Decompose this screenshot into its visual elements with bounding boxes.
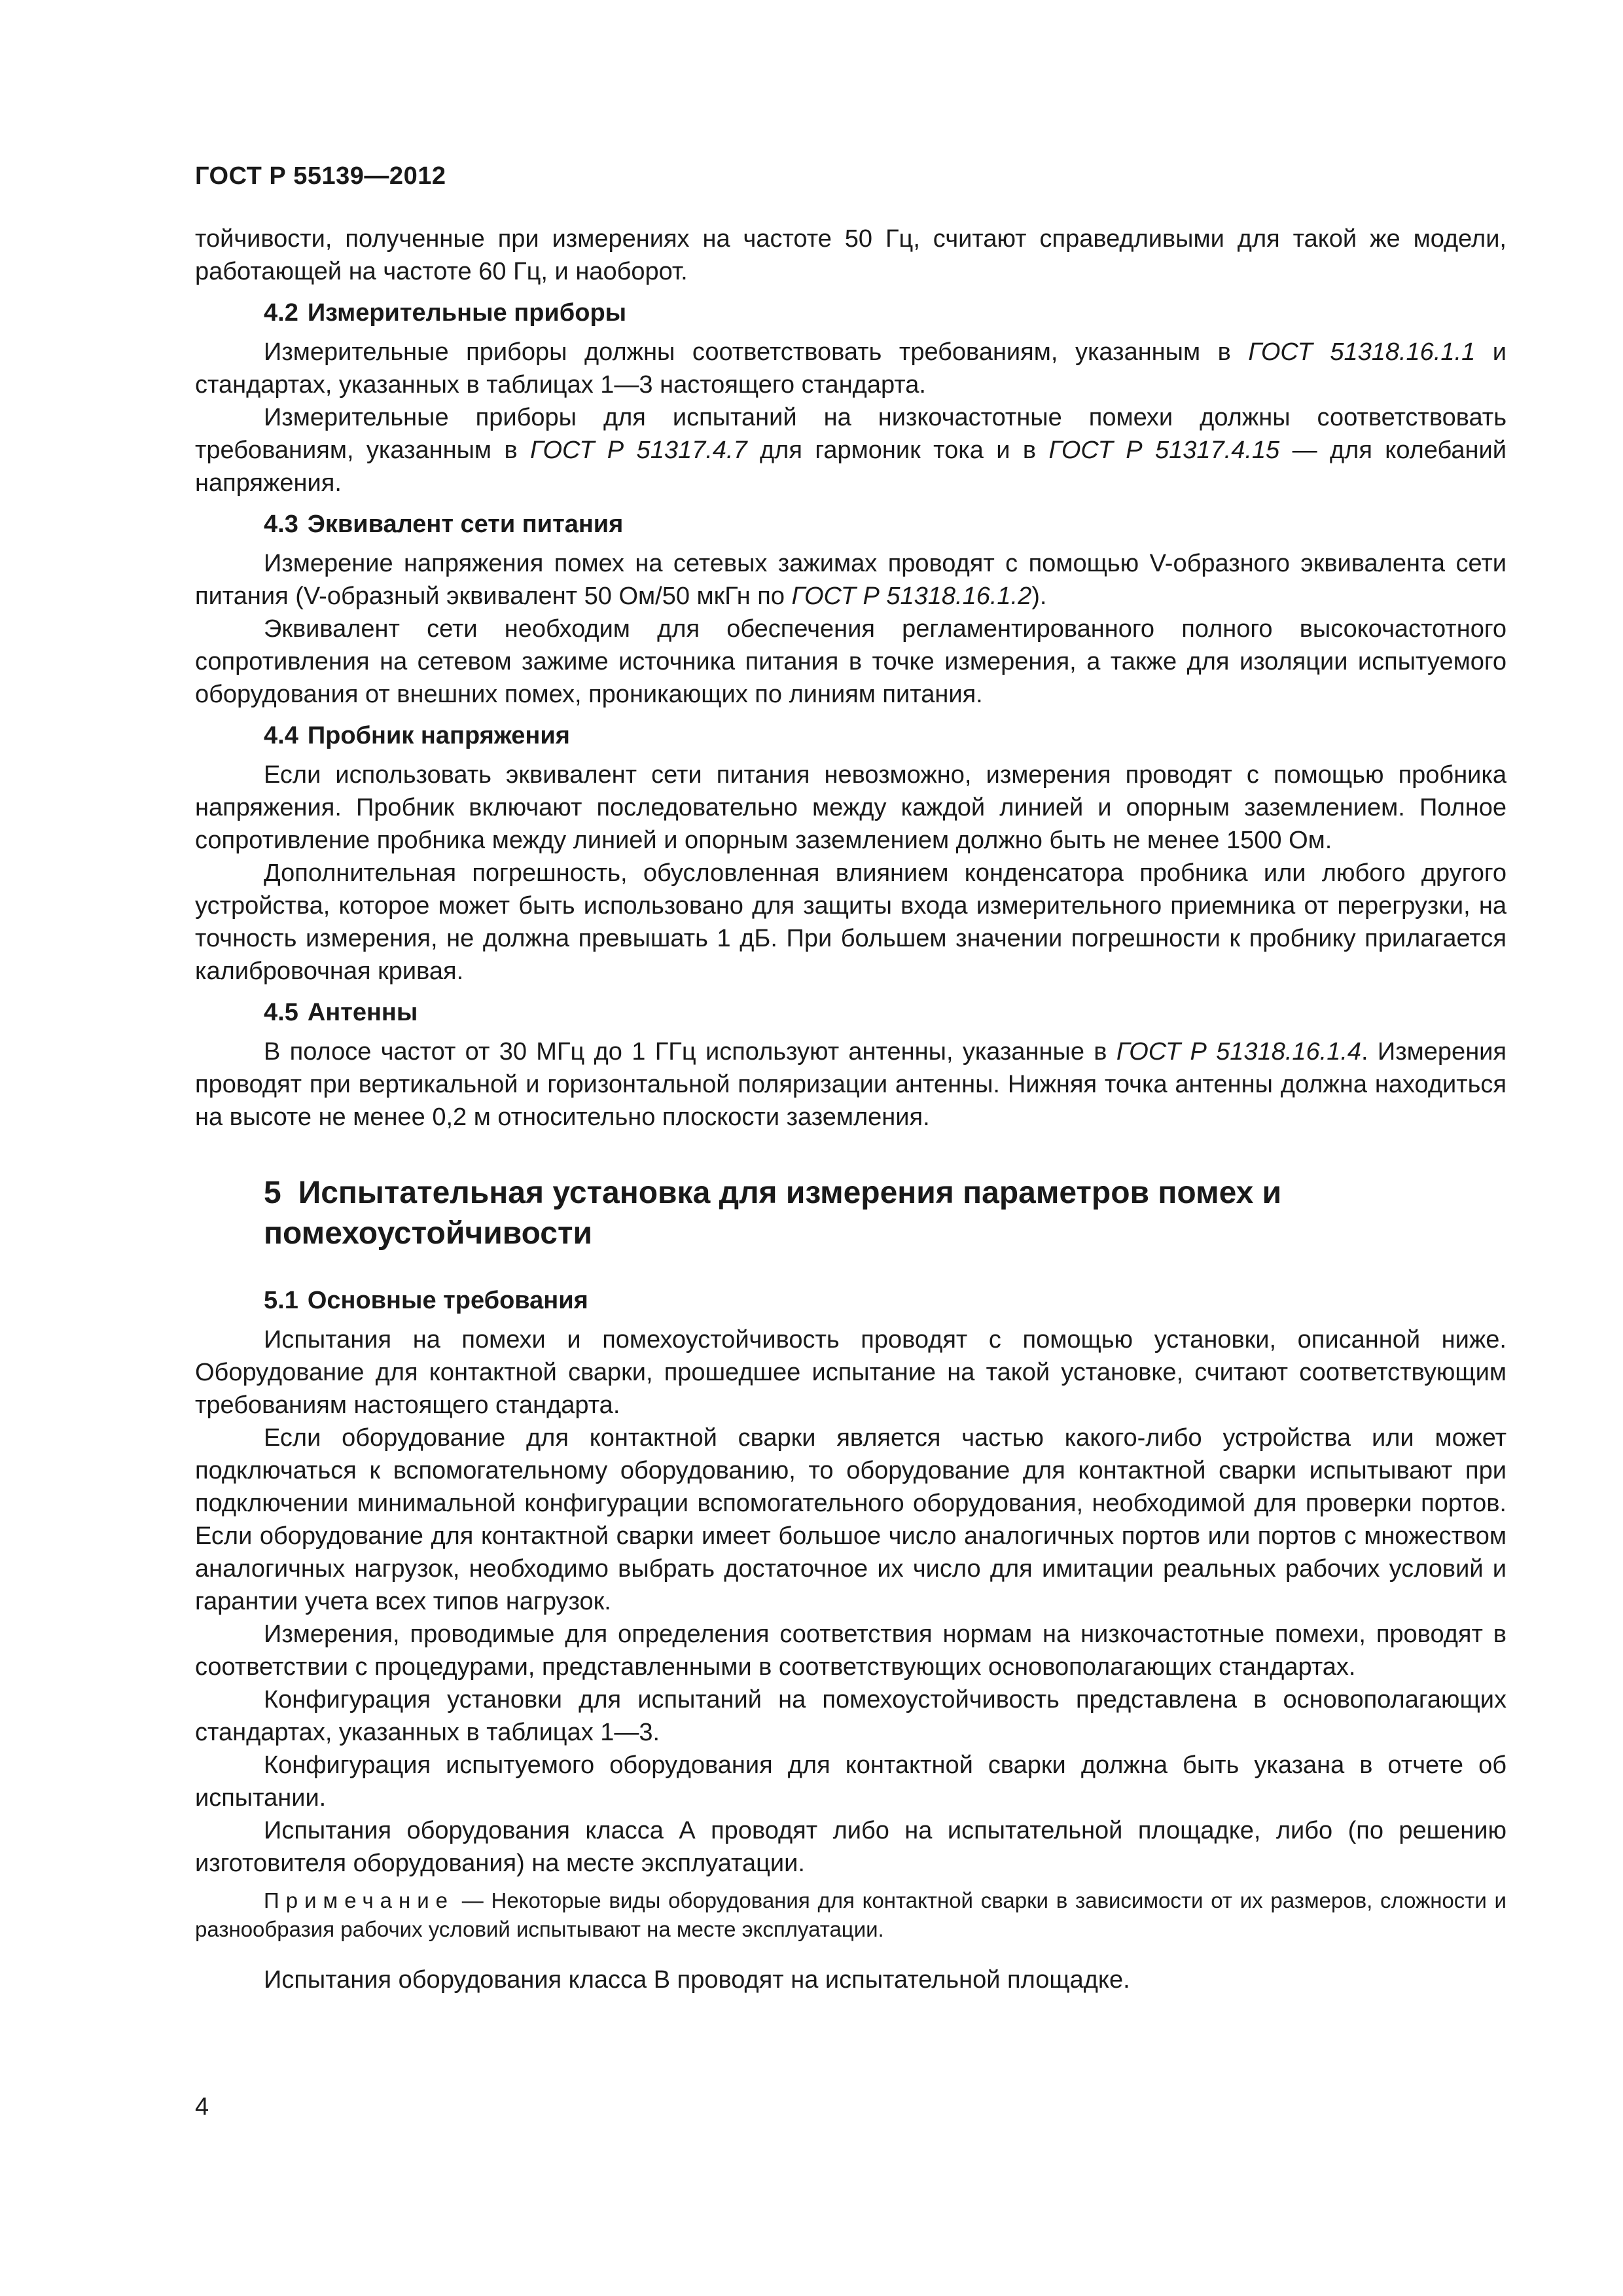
text-run: — для колебаний напряжения. (195, 437, 1507, 497)
paragraph: Испытания оборудования класса А проводят либо на испытательной площадке, либо (по решению изготовителя оборудования) на месте эксплуатации. (195, 1817, 1507, 1877)
paragraph: Конфигурация установки для испытаний на помехоустойчивость представлена в основополагающих стандартах, указанных в таблицах 1—3. (195, 1686, 1507, 1746)
paragraph: Если оборудование для контактной сварки является частью какого-либо устройства или может подключаться к вспомогательному оборудованию, то оборудование для контактной сварки испытывают при подключении минимальной конфигурации вспомогательного оборудования, необходимой для проверки портов. Если оборудование для контактной сварки имеет большое число аналогичных портов или портов с множеством аналогичных нагрузок, необходимо выбрать достаточное их число для имитации реальных рабочих условий и гарантии учета всех типов нагрузок. (195, 1424, 1507, 1615)
note-label: Примечание (264, 1888, 455, 1912)
section-number: 4.4 (264, 722, 298, 749)
paragraph: Эквивалент сети необходим для обеспечения регламентированного полного высокочастотного сопротивления на сетевом зажиме источника питания в точке измерения, а также для изоляции испытуемого оборудования от внешних помех, проникающих по линиям питания. (195, 615, 1507, 708)
document-body (195, 223, 1507, 1996)
text-run: Измерительные приборы должны соответствовать требованиям, указанным в (264, 338, 1249, 366)
section-4-5-heading (264, 996, 1507, 1029)
paragraph: Измерения, проводимые для определения соответствия нормам на низкочастотные помехи, проводят в соответствии с процедурами, представленными в соответствующих основополагающих стандартах. (195, 1621, 1507, 1681)
paragraph (195, 1035, 1507, 1134)
paragraph (195, 547, 1507, 613)
text-run: . Измерения проводят при вертикальной и горизонтальной поляризации антенны. Нижняя точка антенны должна находиться на высоте не менее 0,2 м относительно плоскости заземления. (195, 1038, 1507, 1131)
paragraph (195, 401, 1507, 499)
spacer (195, 1953, 1507, 1964)
section-title: Основные требования (307, 1287, 588, 1314)
standard-reference: ГОСТ Р 51317.4.7 (530, 437, 747, 464)
paragraph: Дополнительная погрешность, обусловленная влиянием конденсатора пробника или любого другого устройства, которое может быть использовано для защиты входа измерительного приемника от перегрузки, на точность измерения, не должна превышать 1 дБ. При большем значении погрешности к пробнику прилагается калибровочная кривая. (195, 859, 1507, 985)
text-run: В полосе частот от 30 МГц до 1 ГГц используют антенны, указанные в (264, 1038, 1116, 1066)
section-number: 5 (264, 1175, 281, 1210)
text-run: для гармоник тока и в (747, 437, 1049, 464)
page-number: 4 (195, 2093, 209, 2121)
section-5-1-heading (264, 1284, 1507, 1317)
section-number: 4.5 (264, 999, 298, 1026)
document-header: ГОСТ Р 55139—2012 (195, 162, 446, 190)
section-title: Измерительные приборы (307, 299, 627, 327)
text-run: ). (1031, 583, 1047, 610)
paragraph (195, 336, 1507, 401)
section-5-heading (264, 1173, 1409, 1254)
section-title: Испытательная установка для измерения параметров помех и помехоустойчивости (264, 1175, 1282, 1251)
note (195, 1886, 1507, 1944)
standard-reference: ГОСТ Р 51318.16.1.4 (1116, 1038, 1362, 1066)
paragraph: Если использовать эквивалент сети питания невозможно, измерения проводят с помощью пробника напряжения. Пробник включают последовательно между каждой линией и опорным заземлением. Полное сопротивление пробника между линией и опорным заземлением должно быть не менее 1500 Ом. (195, 761, 1507, 854)
section-4-3-heading (264, 508, 1507, 541)
section-title: Пробник напряжения (307, 722, 570, 749)
note-text: — Некоторые виды оборудования для контактной сварки в зависимости от их размеров, сложности и разнообразия рабочих условий испытывают на месте эксплуатации. (195, 1888, 1507, 1941)
section-title: Антенны (307, 999, 418, 1026)
intro-paragraph: тойчивости, полученные при измерениях на частоте 50 Гц, считают справедливыми для такой же модели, работающей на частоте 60 Гц, и наоборот. (195, 225, 1507, 285)
section-number: 5.1 (264, 1287, 298, 1314)
text-run: Измерение напряжения помех на сетевых зажимах проводят с помощью V-образного эквивалента сети питания (V-образный эквивалент 50 Ом/50 мкГн по (195, 550, 1507, 610)
standard-reference: ГОСТ 51318.16.1.1 (1248, 338, 1476, 366)
paragraph: Конфигурация испытуемого оборудования для контактной сварки должна быть указана в отчете об испытании. (195, 1751, 1507, 1812)
paragraph: Испытания оборудования класса В проводят на испытательной площадке. (264, 1966, 1130, 1994)
standard-reference: ГОСТ Р 51318.16.1.2 (791, 583, 1032, 610)
text-run: и стандартах, указанных в таблицах 1—3 настоящего стандарта. (195, 338, 1507, 399)
standard-reference: ГОСТ Р 51317.4.15 (1048, 437, 1280, 464)
section-number: 4.2 (264, 299, 298, 327)
section-title: Эквивалент сети питания (307, 511, 624, 538)
section-4-2-heading (264, 296, 1507, 329)
paragraph: Испытания на помехи и помехоустойчивость проводят с помощью установки, описанной ниже. Оборудование для контактной сварки, прошедшее испытание на такой установке, считают соответствующим требованиям настоящего стандарта. (195, 1326, 1507, 1419)
section-4-4-heading (264, 719, 1507, 752)
section-number: 4.3 (264, 511, 298, 538)
text-run: Измерительные приборы для испытаний на низкочастотные помехи должны соответствовать требованиям, указанным в (195, 404, 1507, 464)
